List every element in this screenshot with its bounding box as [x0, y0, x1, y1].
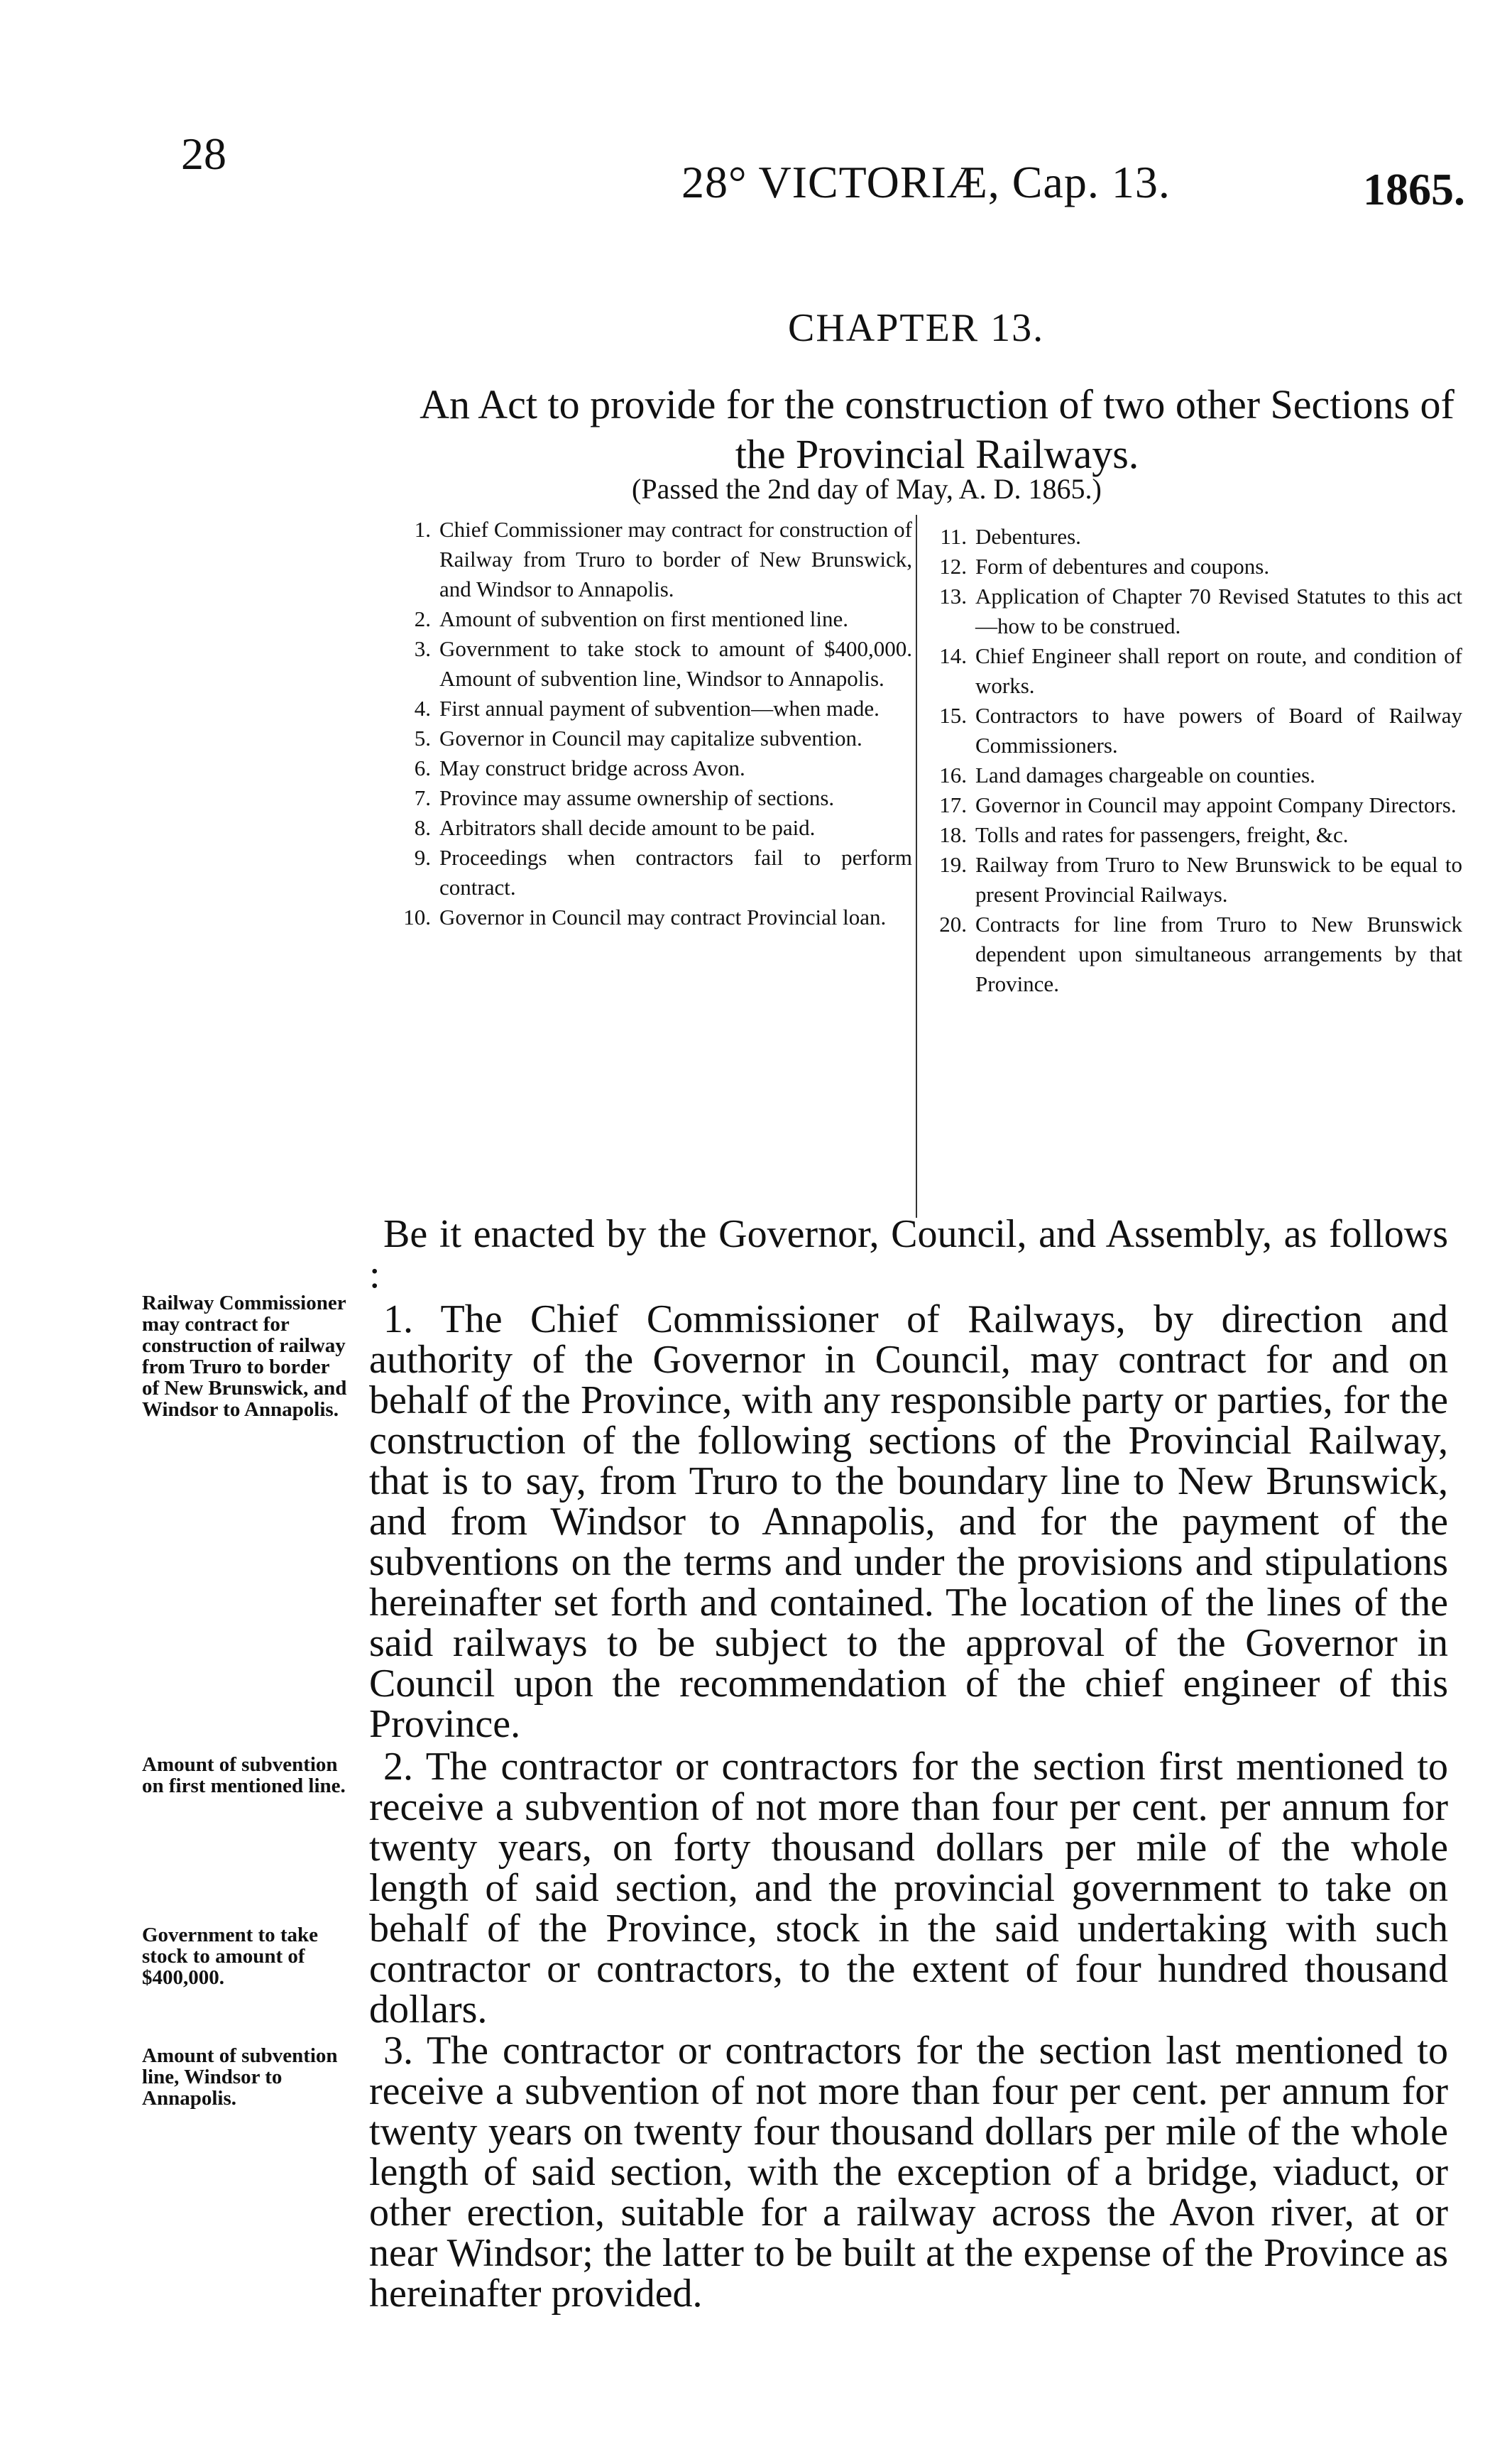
contents-item: 10. Governor in Council may contract Provincial loan.	[403, 905, 887, 929]
chapter-heading: CHAPTER 13.	[788, 306, 1045, 350]
section-3	[369, 2031, 1448, 2314]
contents-item: 8. Arbitrators shall decide amount to be paid.	[414, 815, 816, 840]
contents-item: 1. Chief Commissioner may contract for construction of Railway from Truro to border of New Brunswick, and Windsor to Annapolis.	[414, 517, 912, 601]
contents-item: 15. Contractors to have powers of Board of Railway Commissioners.	[939, 703, 1462, 758]
contents-item: 6. May construct bridge across Avon.	[414, 756, 745, 780]
section-text: The contractor or contractors for the section last mentioned to receive a subvention of not more than four per cent. per annum for twenty years on twenty four thousand dollars per mile of the whole length of said section, with the exception of a bridge, viaduct, or other erection, suitable for a railway across the Avon river, at or near Windsor; the latter to be built at the expense of the Province as hereinafter provided.	[369, 2029, 1448, 2316]
margin-note: Government to take stock to amount of $400,000.	[142, 1924, 319, 1989]
contents-item: 7. Province may assume ownership of sections.	[414, 785, 835, 810]
act-title: An Act to provide for the construction of two other Sections of the Provincial Railways.	[420, 381, 1455, 477]
contents-left-column	[387, 515, 912, 932]
section-text: The contractor or contractors for the section first mentioned to receive a subvention of not more than four per cent. per annum for twenty years, on forty thousand dollars per mile of the whole length of said section, and the provincial government to take on behalf of the Province, stock in the said undertaking with such contractor or contractors, to the extent of four hundred thousand dollars.	[369, 1745, 1448, 2032]
margin-note: Railway Commissioner may contract for construction of railway from Truro to border of New Brunswick, and Windsor to Annapolis.	[142, 1292, 347, 1421]
page-number: 28	[181, 129, 226, 179]
section-text: The Chief Commissioner of Railways, by direction and authority of the Governor in Council, may contract for and on behalf of the Province, with any responsible party or parties, for the construction of the following sections of the Provincial Railway, that is to say, from Truro to the boundary line to New Brunswick, and from Windsor to Annapolis, and for the payment of the subventions on the terms and under the provisions and stipulations hereinafter set forth and contained. The location of the lines of the said railways to be subject to the approval of the Governor in Council upon the recommendation of the chief engineer of this Province.	[369, 1297, 1448, 1746]
contents-item: 9. Proceedings when contractors fail to perform contract.	[414, 845, 912, 900]
contents-item: 3. Government to take stock to amount of $400,000. Amount of subvention line, Windsor to Annapolis.	[414, 636, 912, 691]
section-1	[369, 1299, 1448, 1745]
page-year: 1865.	[1363, 164, 1465, 214]
contents-item: 16. Land damages chargeable on counties.	[939, 763, 1315, 787]
contents-item: 5. Governor in Council may capitalize subvention.	[414, 726, 862, 751]
running-title: 28° VICTORIÆ, Cap. 13.	[681, 157, 1171, 207]
contents-item: 12. Form of debentures and coupons.	[939, 554, 1270, 579]
enacting-clause: Be it enacted by the Governor, Council, and Assembly, as follows :	[369, 1212, 1448, 1297]
contents-item: 20. Contracts for line from Truro to New Brunswick dependent upon simultaneous arrangements by that Province.	[939, 912, 1462, 996]
section-number: 3.	[383, 2029, 413, 2073]
contents-item: 19. Railway from Truro to New Brunswick to be equal to present Provincial Railways.	[939, 852, 1462, 907]
margin-note: Amount of subvention line, Windsor to Annapolis.	[142, 2044, 338, 2110]
contents-item: 14. Chief Engineer shall report on route, and condition of works.	[939, 643, 1462, 698]
contents-item: 18. Tolls and rates for passengers, freight, &c.	[939, 822, 1349, 847]
contents-right-column	[923, 522, 1462, 999]
section-number: 2.	[383, 1745, 413, 1789]
contents-item: 13. Application of Chapter 70 Revised Statutes to this act—how to be construed.	[939, 584, 1462, 638]
contents-item: 2. Amount of subvention on first mentioned line.	[414, 606, 849, 631]
contents-item: 11. Debentures.	[940, 524, 1081, 549]
section-number: 1.	[383, 1297, 413, 1341]
margin-note: Amount of subvention on first mentioned line.	[142, 1753, 346, 1797]
contents-item: 17. Governor in Council may appoint Company Directors.	[939, 792, 1457, 817]
contents-item: 4. First annual payment of subvention—when made.	[414, 696, 880, 721]
passed-date: (Passed the 2nd day of May, A. D. 1865.)	[632, 473, 1102, 505]
contents-divider	[916, 515, 917, 1218]
section-2	[369, 1747, 1448, 2030]
